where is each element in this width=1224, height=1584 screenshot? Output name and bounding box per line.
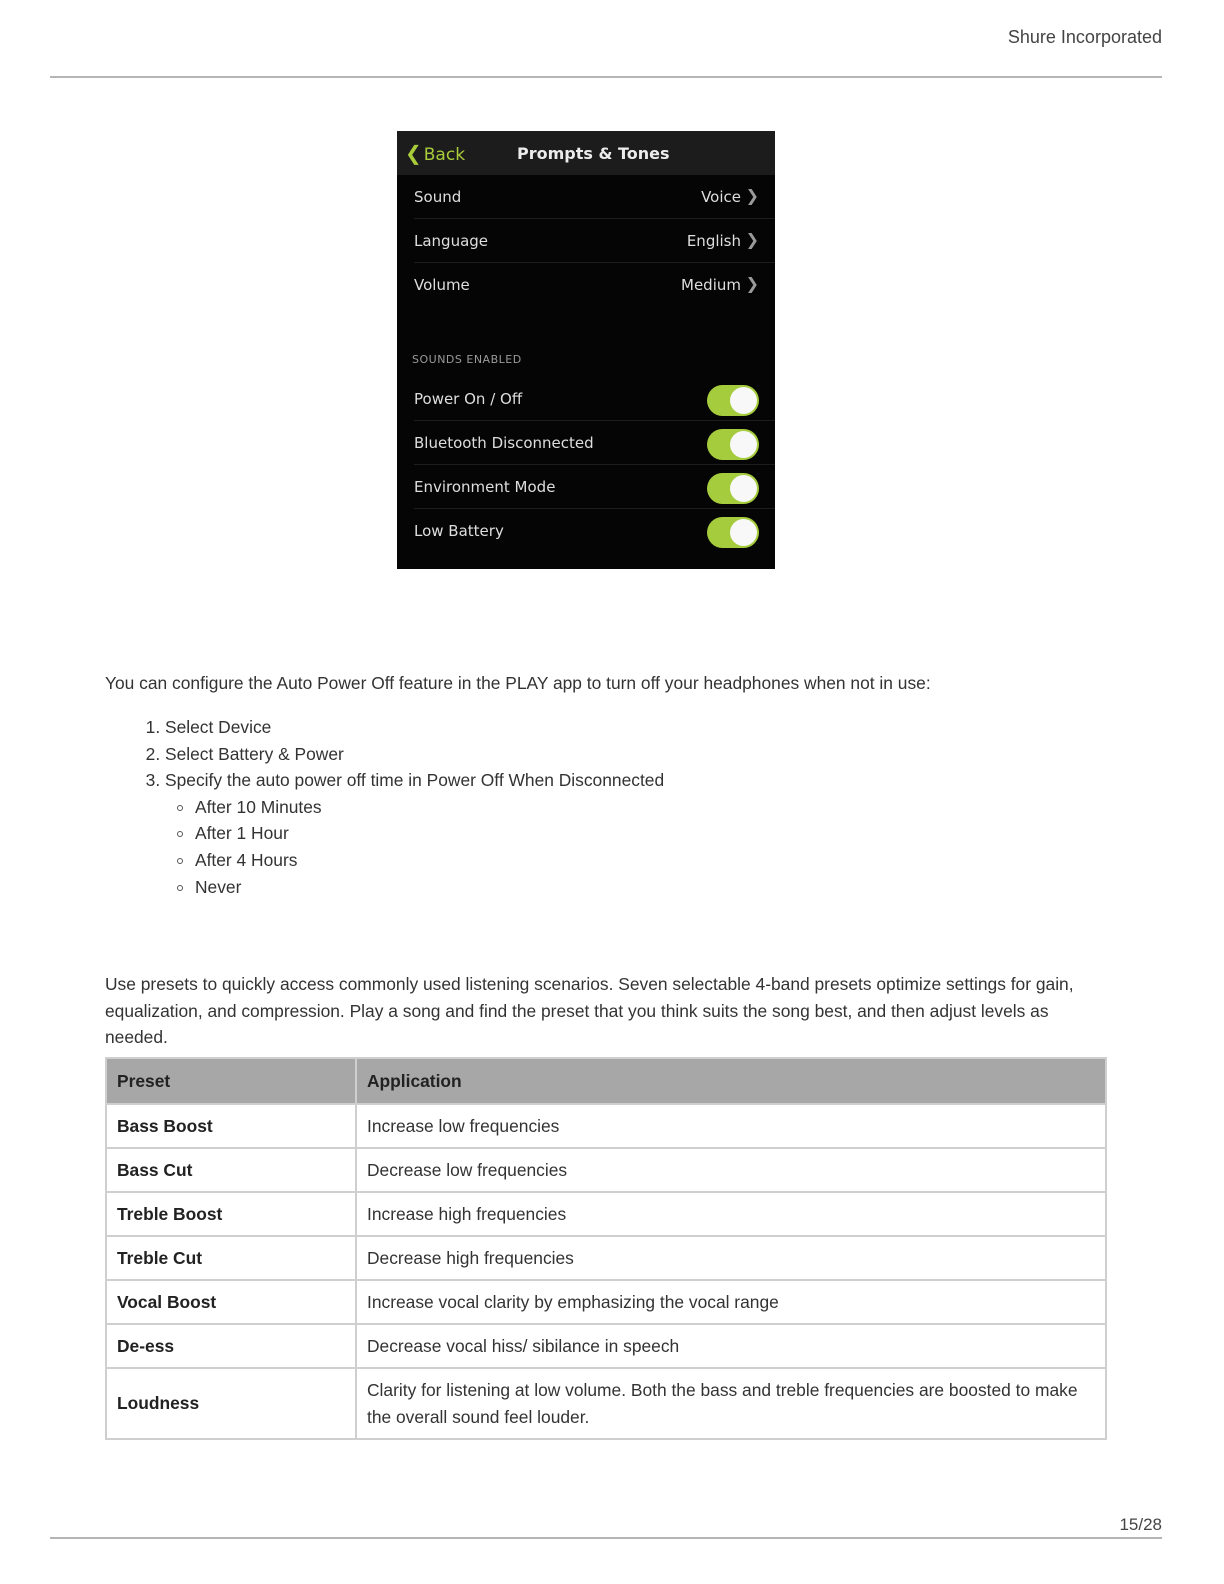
row-label: Language [414, 232, 489, 250]
chevron-right-icon: ❯ [745, 186, 759, 205]
row-value: Voice [701, 188, 741, 206]
toggle-row-power [397, 377, 775, 421]
chevron-right-icon: ❯ [745, 230, 759, 249]
preset-application: Increase low frequencies [356, 1104, 1106, 1148]
preset-name: Bass Boost [106, 1104, 356, 1148]
screen-title: Prompts & Tones [517, 144, 670, 163]
settings-row-language[interactable] [397, 219, 775, 263]
preset-name: Vocal Boost [106, 1280, 356, 1324]
table-row [106, 1280, 1106, 1324]
preset-name: Treble Boost [106, 1192, 356, 1236]
preset-application: Decrease low frequencies [356, 1148, 1106, 1192]
column-header: Application [356, 1058, 1106, 1104]
chevron-right-icon: ❯ [745, 274, 759, 293]
bluetooth-toggle-switch[interactable] [707, 429, 759, 460]
step-item: 1. Select Device [165, 714, 664, 741]
toggle-label: Power On / Off [414, 390, 523, 408]
back-label: Back [423, 145, 466, 165]
toggle-knob [730, 431, 757, 458]
table-row [106, 1148, 1106, 1192]
option-item: After 4 Hours [195, 847, 664, 874]
steps-list [105, 714, 664, 900]
header-rule [50, 76, 1162, 78]
row-label: Sound [414, 188, 462, 206]
environment-toggle-switch[interactable] [707, 473, 759, 504]
option-item: Never [195, 874, 664, 901]
page-number: 15/28 [1119, 1515, 1162, 1534]
back-button[interactable] [405, 141, 465, 165]
nav-bar [397, 131, 775, 175]
presets-intro: Use presets to quickly access commonly used listening scenarios. Seven selectable 4-band presets optimize settings for gain, equalization, and compression. Play a song and find the preset that you think suits the song best, and then adjust levels as needed. [105, 974, 1074, 1048]
row-label: Volume [414, 276, 470, 294]
preset-application: Clarity for listening at low volume. Both the bass and treble frequencies are boosted to make the overall sound feel louder. [356, 1368, 1106, 1439]
step-item [165, 767, 664, 900]
toggle-row-battery [397, 509, 775, 553]
app-screenshot [397, 131, 775, 569]
preset-name: Bass Cut [106, 1148, 356, 1192]
option-item: After 10 Minutes [195, 794, 664, 821]
toggle-knob [730, 475, 757, 502]
table-row [106, 1324, 1106, 1368]
chevron-left-icon: ❮ [405, 141, 422, 165]
row-value: English [686, 232, 741, 250]
preset-application: Increase vocal clarity by emphasizing the vocal range [356, 1280, 1106, 1324]
preset-application: Decrease vocal hiss/ sibilance in speech [356, 1324, 1106, 1368]
toggle-label: Low Battery [414, 522, 504, 540]
table-header-row [106, 1058, 1106, 1104]
settings-row-volume[interactable] [397, 263, 775, 307]
toggle-row-environment [397, 465, 775, 509]
preset-application: Decrease high frequencies [356, 1236, 1106, 1280]
header-company: Shure Incorporated [1007, 27, 1162, 47]
toggle-label: Environment Mode [414, 478, 556, 496]
battery-toggle-switch[interactable] [707, 517, 759, 548]
step-text: Specify the auto power off time in Power Off When Disconnected [165, 770, 665, 791]
preset-name: Loudness [106, 1368, 356, 1439]
table-row [106, 1104, 1106, 1148]
toggle-knob [730, 519, 757, 546]
toggle-label: Bluetooth Disconnected [414, 434, 594, 452]
footer-rule [50, 1537, 1162, 1539]
table-row [106, 1236, 1106, 1280]
toggle-knob [730, 387, 757, 414]
step-item: 2. Select Battery & Power [165, 741, 664, 768]
table-row [106, 1368, 1106, 1439]
option-item: After 1 Hour [195, 820, 664, 847]
toggle-row-bluetooth [397, 421, 775, 465]
preset-name: De-ess [106, 1324, 356, 1368]
power-toggle-switch[interactable] [707, 385, 759, 416]
row-value: Medium [681, 276, 741, 294]
preset-name: Treble Cut [106, 1236, 356, 1280]
auto-power-intro: You can configure the Auto Power Off feature in the PLAY app to turn off your headphones when not in use: [105, 673, 931, 693]
settings-row-sound[interactable] [397, 175, 775, 219]
preset-application: Increase high frequencies [356, 1192, 1106, 1236]
power-off-options [165, 794, 664, 900]
column-header: Preset [106, 1058, 356, 1104]
presets-table [105, 1057, 1107, 1440]
section-header: SOUNDS ENABLED [412, 353, 522, 366]
table-row [106, 1192, 1106, 1236]
